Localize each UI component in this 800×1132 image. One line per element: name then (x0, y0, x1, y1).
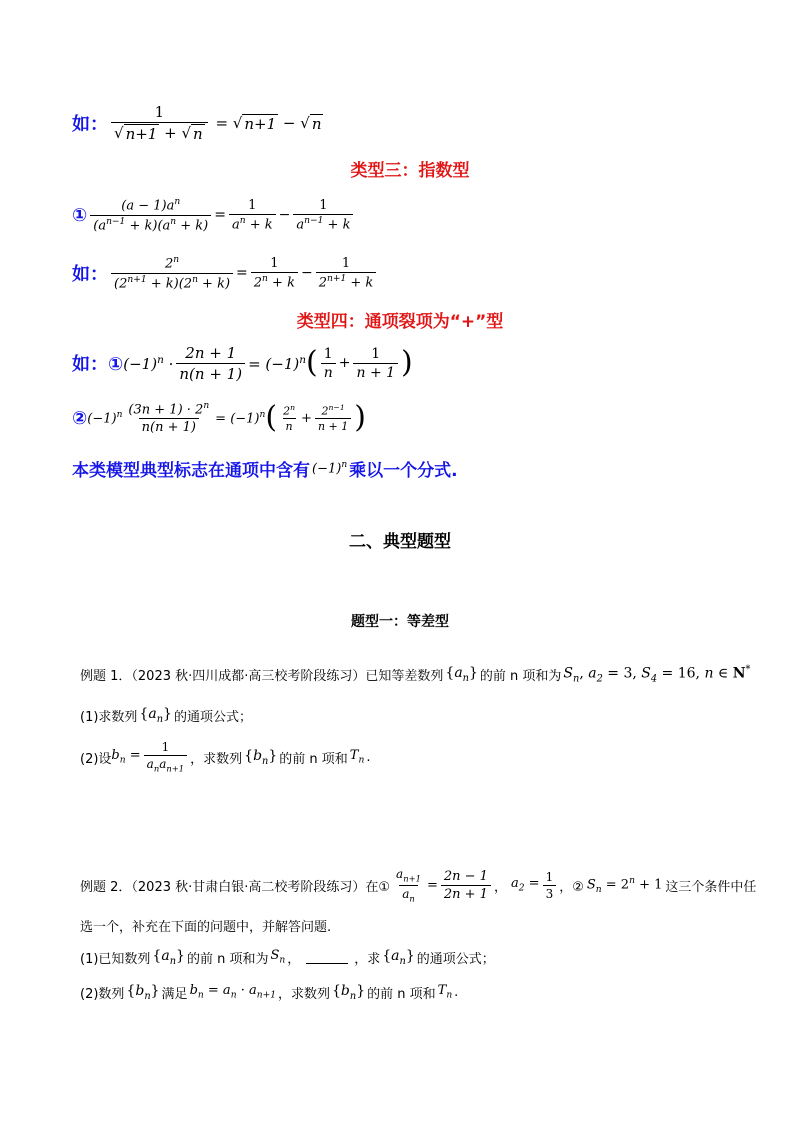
sqrt-rhs: = √ n+1 − √ n (210, 113, 322, 133)
ru-label-2: 如： (72, 264, 108, 285)
note-post: 乘以一个分式. (349, 460, 458, 481)
circle2-label: ② (72, 407, 88, 429)
example2-line2: 选一个，补充在下面的问题中，并解答问题. (80, 919, 332, 935)
sqrt-fraction: 1 √ n+1 + √ n (111, 103, 208, 143)
example2-q2: (2)数列 $\{b_n\}$ 满足 $b_n = a_n \cdot a_{n+1}$ ，求数列 $\{b_n\}$ 的前 n 项和 $T_n$ . (80, 982, 459, 1002)
example1-q2: (2)设 $b_n$ = $\frac{1}{a_na_{n+1}}$ ，求数列 $\{b_n\}$ 的前 n 项和 $T_n$ . (80, 740, 371, 774)
heading-type4: 类型四：通项裂项为“+”型 (296, 312, 504, 332)
alternating-example-1: 如：① $(-1)^n$ · $\frac{2n + 1}{n(n + 1)}$ = $(-1)^n$ ( $\frac{1}{n}$ + $\frac{1}{n + 1}$ ) (72, 343, 413, 383)
note-pre: 本类模型典型标志在通项中含有 (72, 460, 310, 481)
example-sqrt-formula (72, 98, 323, 148)
circle1-label: ① (72, 204, 88, 226)
exponential-general-formula: ① $\frac{(a - 1)a^n}{(a^{n-1} + k)(a^n + k)}$ = $\frac{1}{a^n + k}$ − $\frac{1}{a^{n-1} + k}$ (72, 190, 356, 240)
example2-title: 例题 2．（2023 秋·甘肃白银·高二校考阶段练习）在① $\frac{a_{n+1}}{a_n}$ = $\frac{2n - 1}{2n + 1}$ ， $a_2$ = $\frac{1}{3}$ ，② $S_n = 2^n + 1$ 这三个条件中任 (80, 867, 757, 903)
ru-circle1-label: 如：① (72, 354, 124, 375)
model-note: 本类模型典型标志在通项中含有 $(-1)^n$ 乘以一个分式. (72, 452, 458, 484)
alternating-example-2: ② $(-1)^n$ $\frac{(3n + 1) \cdot 2^n}{n(n + 1)}$ = $(-1)^n$ ( $\frac{2^n}{n}$ + $\frac{2^{n-1}}{n + 1}$ ) (72, 400, 366, 436)
subtype-heading: 题型一：等差型 (351, 614, 449, 630)
exponential-example-formula: 如： $\frac{2^n}{(2^{n+1} + k)(2^n + k)}$ = $\frac{1}{2^n + k}$ − $\frac{1}{2^{n+1} + k}$ (72, 248, 379, 298)
example1-title: 例题 1．（2023 秋·四川成都·高三校考阶段练习）已知等差数列 $\{a_n\}$ 的前 n 项和为 $S_n$, $a_2 = 3$, $S_4 = 16$, n ∈ N* (80, 663, 751, 685)
example2-q1: (1)已知数列 $\{a_n\}$ 的前 n 项和为 $S_n$ ， ，求 $\{a_n\}$ 的通项公式； (80, 947, 495, 967)
fill-in-blank[interactable] (306, 951, 348, 964)
ru-label-1: 如： (72, 114, 108, 135)
section-heading: 二、典型题型 (349, 532, 451, 552)
heading-type3: 类型三：指数型 (350, 161, 470, 181)
example1-q1: (1)求数列 $\{a_n\}$ 的通项公式； (80, 705, 252, 725)
